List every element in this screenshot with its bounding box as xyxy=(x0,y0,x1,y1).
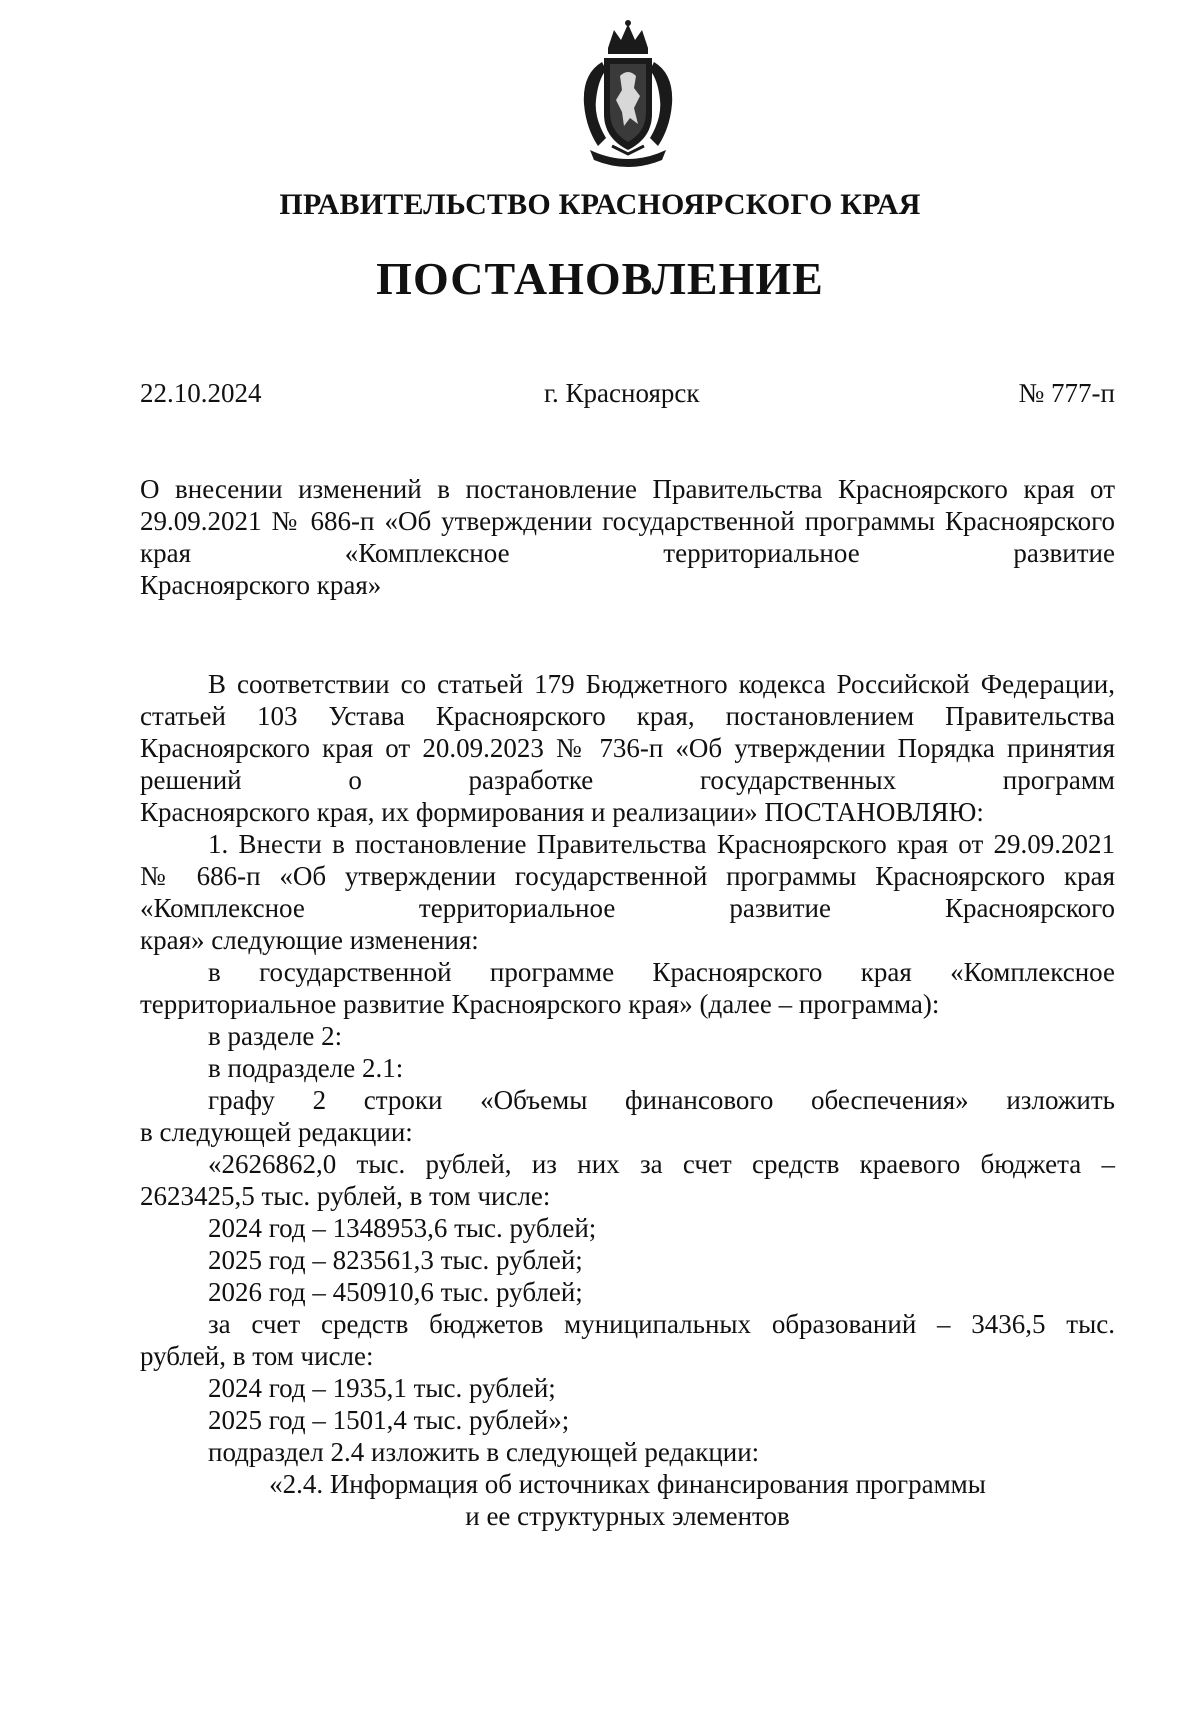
document-date: 22.10.2024 xyxy=(140,378,262,408)
section-heading-continued: и ее структурных элементов xyxy=(465,1501,790,1531)
government-title: ПРАВИТЕЛЬСТВО КРАСНОЯРСКОГО КРАЯ xyxy=(279,188,921,221)
document-subject xyxy=(140,473,1115,601)
paragraph-basis-end: Красноярского края, их формирования и реализации» ПОСТАНОВЛЯЮ: xyxy=(140,797,984,827)
paragraph-program-end: территориальное развитие Красноярского края» (далее – программа): xyxy=(140,989,940,1019)
paragraph-section-2: в разделе 2: xyxy=(208,1021,343,1051)
paragraph-item-1: 1. Внести в постановление Правительства Красноярского края от 29.09.2021 № 686-п «Об утверждении государственной программы Красноярского края «Комплексное территориальное развитие Красноярского xyxy=(140,829,1115,923)
list-item-2026-regional: 2026 год – 450910,6 тыс. рублей; xyxy=(208,1277,583,1307)
paragraph-subsection-2-4: подраздел 2.4 изложить в следующей редакции: xyxy=(208,1437,760,1467)
coat-of-arms-icon xyxy=(564,18,692,168)
document-type-title: ПОСТАНОВЛЕНИЕ xyxy=(376,253,824,304)
list-item-2024-regional: 2024 год – 1348953,6 тыс. рублей; xyxy=(208,1213,597,1243)
document-city: г. Красноярск xyxy=(544,378,700,408)
document-meta-row xyxy=(140,378,1115,409)
subject-text-end: Красноярского края» xyxy=(140,570,382,600)
paragraph-total-funding-end: 2623425,5 тыс. рублей, в том числе: xyxy=(140,1181,551,1211)
paragraph-item-1-end: края» следующие изменения: xyxy=(140,925,479,955)
section-heading: «2.4. Информация об источниках финансирования программы xyxy=(269,1469,986,1499)
paragraph-column-2: графу 2 строки «Объемы финансового обеспечения» изложить xyxy=(208,1085,1115,1115)
document-number: № 777-п xyxy=(1018,378,1115,408)
list-item-2025-municipal: 2025 год – 1501,4 тыс. рублей»; xyxy=(208,1405,570,1435)
paragraph-basis: В соответствии со статьей 179 Бюджетного кодекса Российской Федерации, статьей 103 Устава Красноярского края, постановлением Правительства Красноярского края от 20.09.2023 № 736-п «Об утверждении Порядка принятия решений о разработке государственных программ xyxy=(140,669,1115,795)
paragraph-municipal-funding-end: рублей, в том числе: xyxy=(140,1341,374,1371)
list-item-2024-municipal: 2024 год – 1935,1 тыс. рублей; xyxy=(208,1373,556,1403)
list-item-2025-regional: 2025 год – 823561,3 тыс. рублей; xyxy=(208,1245,583,1275)
paragraph-column-2-end: в следующей редакции: xyxy=(140,1117,413,1147)
paragraph-subsection-2-1: в подразделе 2.1: xyxy=(208,1053,404,1083)
document-body xyxy=(140,668,1115,1532)
subject-text: О внесении изменений в постановление Правительства Красноярского края от 29.09.2021 № 686-п «Об утверждении государственной программы Красноярского края «Комплексное территориальное развитие xyxy=(140,474,1115,568)
paragraph-total-funding: «2626862,0 тыс. рублей, из них за счет средств краевого бюджета – xyxy=(208,1149,1115,1179)
paragraph-program: в государственной программе Красноярского края «Комплексное xyxy=(208,957,1115,987)
paragraph-municipal-funding: за счет средств бюджетов муниципальных образований – 3436,5 тыс. xyxy=(208,1309,1115,1339)
